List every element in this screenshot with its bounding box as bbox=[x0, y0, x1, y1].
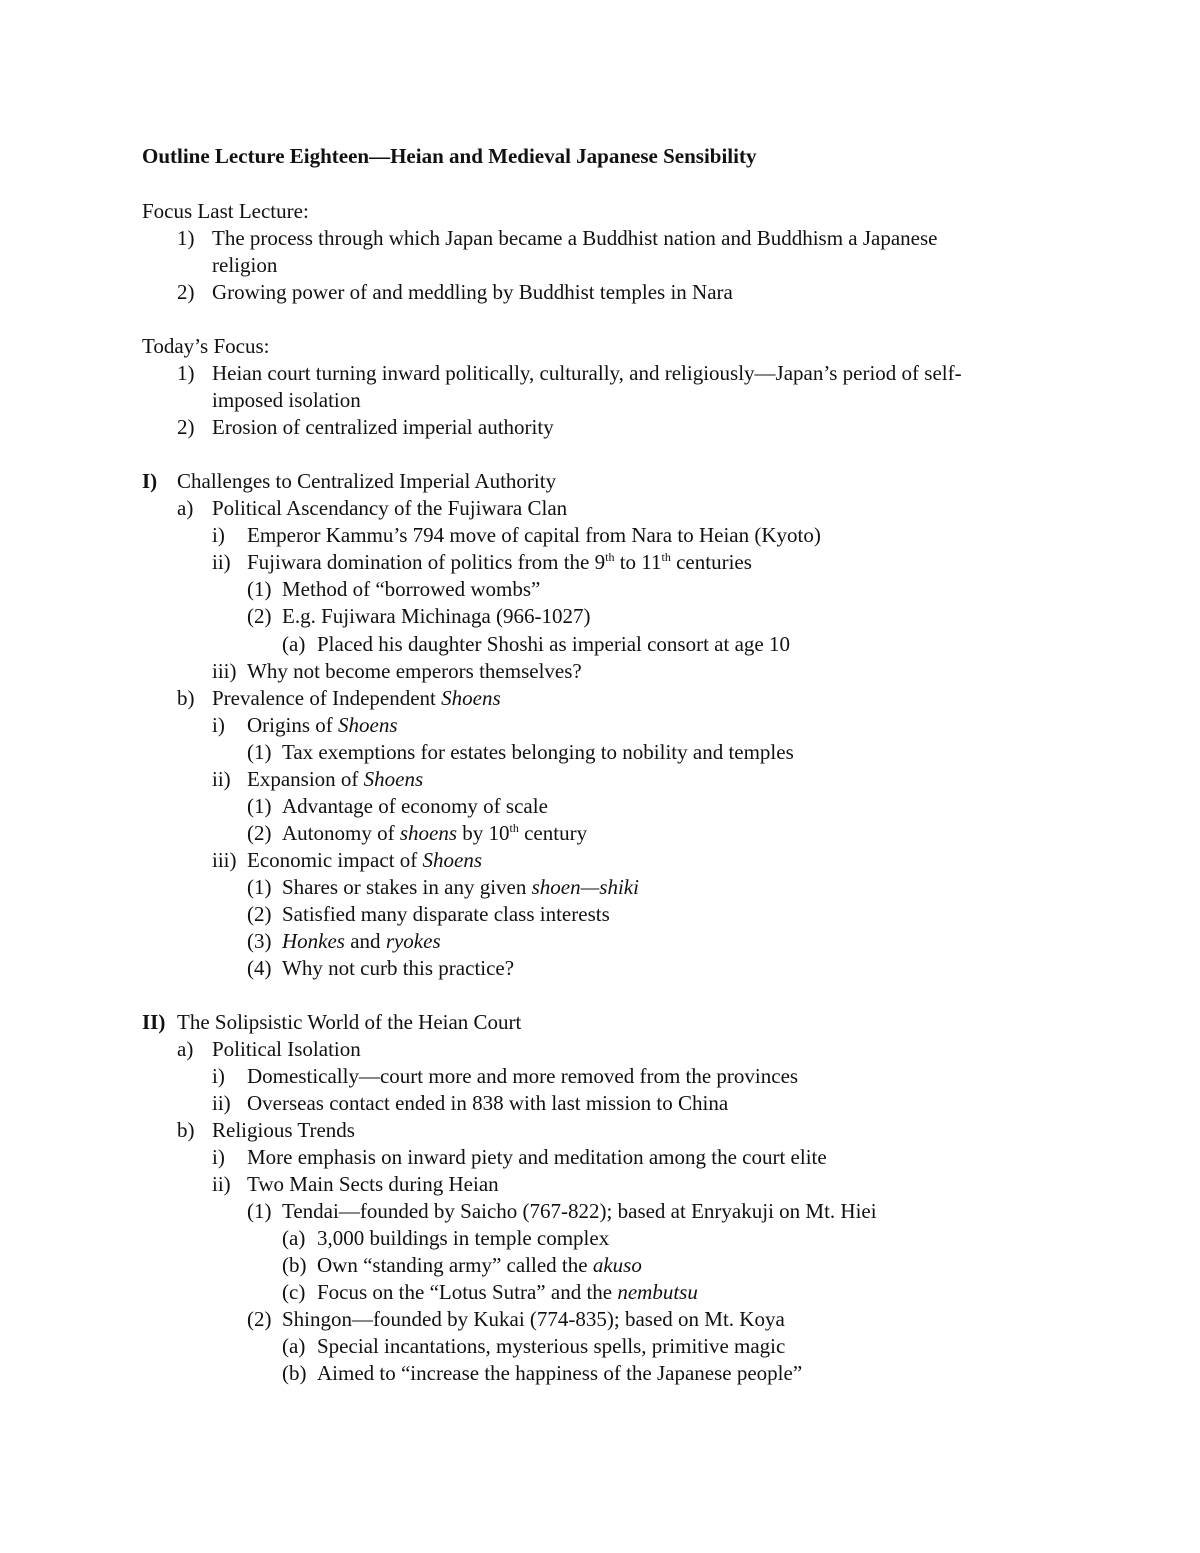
outline-marker: (a) bbox=[282, 1334, 306, 1358]
outline-text: Political Ascendancy of the Fujiwara Clan bbox=[212, 496, 568, 520]
outline-marker: (a) bbox=[282, 1226, 306, 1250]
outline-text: Own “standing army” called the bbox=[317, 1253, 593, 1277]
list-marker: 1) bbox=[177, 361, 195, 385]
outline-text: Expansion of bbox=[247, 767, 364, 791]
outline-text: E.g. Fujiwara Michinaga (966-1027) bbox=[282, 604, 591, 628]
outline-text: Fujiwara domination of politics from the 9 bbox=[247, 550, 606, 574]
outline-marker: (2) bbox=[247, 1307, 272, 1331]
outline-marker: i) bbox=[212, 713, 225, 737]
outline-text: Political Isolation bbox=[212, 1037, 361, 1061]
outline-text: centuries bbox=[670, 550, 752, 574]
outline-item bbox=[212, 1171, 499, 1198]
outline-item bbox=[247, 1306, 785, 1333]
outline-text: Why not curb this practice? bbox=[282, 956, 515, 980]
outline-item bbox=[247, 928, 441, 955]
outline-item bbox=[212, 766, 423, 793]
outline-marker: ii) bbox=[212, 1172, 231, 1196]
outline-marker: (1) bbox=[247, 740, 272, 764]
outline-marker: (c) bbox=[282, 1280, 306, 1304]
outline-item bbox=[282, 1225, 609, 1252]
outline-marker: i) bbox=[212, 1064, 225, 1088]
outline-text: Satisfied many disparate class interests bbox=[282, 902, 610, 926]
outline-item bbox=[212, 847, 482, 874]
list-item-text: The process through which Japan became a Buddhist nation and Buddhism a Japanese bbox=[212, 226, 938, 250]
outline-text: and bbox=[344, 929, 386, 953]
outline-text: Shingon—founded by Kukai (774-835); based on Mt. Koya bbox=[282, 1307, 785, 1331]
document-title: Outline Lecture Eighteen—Heian and Medieval Japanese Sensibility bbox=[142, 144, 757, 168]
section-marker: I) bbox=[142, 469, 158, 493]
outline-marker: (1) bbox=[247, 1199, 272, 1223]
outline-item bbox=[247, 603, 591, 630]
section-title: The Solipsistic World of the Heian Court bbox=[177, 1010, 522, 1034]
section-heading bbox=[142, 1009, 521, 1036]
outline-text: by 10 bbox=[457, 821, 510, 845]
outline-item bbox=[282, 1333, 785, 1360]
outline-item bbox=[177, 495, 567, 522]
outline-item bbox=[282, 1279, 698, 1306]
outline-text: Why not become emperors themselves? bbox=[247, 659, 582, 683]
italic-term: Honkes bbox=[282, 929, 345, 953]
outline-text: to 11 bbox=[614, 550, 662, 574]
outline-text: Aimed to “increase the happiness of the Japanese people” bbox=[317, 1361, 803, 1385]
italic-term: Shoens bbox=[363, 767, 424, 791]
section-heading bbox=[142, 468, 556, 495]
focus-last-heading: Focus Last Lecture: bbox=[142, 199, 309, 223]
outline-marker: (2) bbox=[247, 821, 272, 845]
section-title: Challenges to Centralized Imperial Authority bbox=[177, 469, 557, 493]
list-item-continuation: religion bbox=[212, 253, 278, 277]
outline-marker: ii) bbox=[212, 550, 231, 574]
outline-item bbox=[247, 955, 514, 982]
outline-item bbox=[212, 1063, 798, 1090]
outline-text: Special incantations, mysterious spells, primitive magic bbox=[317, 1334, 786, 1358]
outline-text: Overseas contact ended in 838 with last mission to China bbox=[247, 1091, 729, 1115]
outline-item bbox=[247, 576, 540, 603]
outline-item bbox=[212, 549, 752, 576]
outline-item bbox=[212, 712, 398, 739]
outline-marker: (b) bbox=[282, 1253, 307, 1277]
list-item-text: Heian court turning inward politically, culturally, and religiously—Japan’s period of self- bbox=[212, 361, 962, 385]
outline-marker: ii) bbox=[212, 767, 231, 791]
outline-item bbox=[177, 1117, 355, 1144]
outline-text: Origins of bbox=[247, 713, 338, 737]
list-item bbox=[177, 414, 554, 441]
outline-text: century bbox=[518, 821, 588, 845]
italic-term: akuso bbox=[592, 1253, 642, 1277]
outline-item bbox=[282, 1252, 642, 1279]
list-item bbox=[177, 225, 937, 252]
outline-text: Prevalence of Independent bbox=[212, 686, 442, 710]
list-item-continuation: imposed isolation bbox=[212, 388, 361, 412]
outline-text: 3,000 buildings in temple complex bbox=[317, 1226, 610, 1250]
outline-text: Religious Trends bbox=[212, 1118, 355, 1142]
list-item-text: Erosion of centralized imperial authority bbox=[212, 415, 554, 439]
outline-item bbox=[247, 820, 587, 847]
outline-marker: iii) bbox=[212, 848, 237, 872]
outline-item bbox=[247, 1198, 877, 1225]
outline-text: Tax exemptions for estates belonging to nobility and temples bbox=[282, 740, 794, 764]
outline-marker: a) bbox=[177, 1037, 194, 1061]
outline-item bbox=[247, 739, 794, 766]
outline-item bbox=[177, 1036, 361, 1063]
outline-text: Tendai—founded by Saicho (767-822); based at Enryakuji on Mt. Hiei bbox=[282, 1199, 877, 1223]
outline-marker: ii) bbox=[212, 1091, 231, 1115]
outline-text: Domestically—court more and more removed from the provinces bbox=[247, 1064, 799, 1088]
outline-item bbox=[247, 793, 548, 820]
outline-marker: (1) bbox=[247, 577, 272, 601]
italic-term: Shoens bbox=[441, 686, 501, 710]
outline-item bbox=[212, 522, 821, 549]
outline-item bbox=[282, 1360, 802, 1387]
outline-item bbox=[247, 901, 610, 928]
outline-item bbox=[282, 631, 790, 658]
outline-text: Focus on the “Lotus Sutra” and the bbox=[317, 1280, 618, 1304]
list-marker: 2) bbox=[177, 415, 195, 439]
outline-text: Placed his daughter Shoshi as imperial consort at age 10 bbox=[317, 632, 790, 656]
outline-marker: (a) bbox=[282, 632, 306, 656]
superscript: th bbox=[605, 550, 615, 564]
outline-marker: a) bbox=[177, 496, 194, 520]
outline-marker: b) bbox=[177, 1118, 195, 1142]
superscript: th bbox=[509, 821, 519, 835]
outline-text: Emperor Kammu’s 794 move of capital from Nara to Heian (Kyoto) bbox=[247, 523, 821, 547]
outline-marker: (4) bbox=[247, 956, 272, 980]
outline-text: Economic impact of bbox=[247, 848, 423, 872]
outline-item bbox=[212, 658, 582, 685]
outline-marker: (1) bbox=[247, 875, 272, 899]
italic-term: Shoens bbox=[422, 848, 483, 872]
outline-text: Two Main Sects during Heian bbox=[247, 1172, 499, 1196]
outline-text: More emphasis on inward piety and meditation among the court elite bbox=[247, 1145, 827, 1169]
outline-item bbox=[212, 1144, 827, 1171]
list-item bbox=[177, 279, 733, 306]
list-item-text: Growing power of and meddling by Buddhist temples in Nara bbox=[212, 280, 733, 304]
outline-item bbox=[247, 874, 639, 901]
list-marker: 2) bbox=[177, 280, 195, 304]
section-marker: II) bbox=[142, 1010, 166, 1034]
outline-marker: (2) bbox=[247, 604, 272, 628]
outline-marker: (2) bbox=[247, 902, 272, 926]
italic-term: nembutsu bbox=[617, 1280, 698, 1304]
outline-item bbox=[177, 685, 501, 712]
outline-marker: (b) bbox=[282, 1361, 307, 1385]
list-item bbox=[177, 360, 962, 387]
outline-item bbox=[212, 1090, 728, 1117]
italic-term: ryokes bbox=[385, 929, 441, 953]
outline-text: Autonomy of bbox=[282, 821, 400, 845]
outline-marker: i) bbox=[212, 523, 225, 547]
italic-term: Shoens bbox=[338, 713, 398, 737]
outline-text: Advantage of economy of scale bbox=[282, 794, 548, 818]
outline-marker: i) bbox=[212, 1145, 225, 1169]
superscript: th bbox=[661, 550, 671, 564]
list-marker: 1) bbox=[177, 226, 195, 250]
outline-text: Shares or stakes in any given bbox=[282, 875, 532, 899]
italic-term: shoens bbox=[399, 821, 457, 845]
outline-marker: (1) bbox=[247, 794, 272, 818]
todays-focus-heading: Today’s Focus: bbox=[142, 334, 270, 358]
outline-marker: iii) bbox=[212, 659, 237, 683]
outline-marker: (3) bbox=[247, 929, 272, 953]
italic-term: shoen—shiki bbox=[531, 875, 639, 899]
outline-text: Method of “borrowed wombs” bbox=[282, 577, 541, 601]
outline-marker: b) bbox=[177, 686, 195, 710]
